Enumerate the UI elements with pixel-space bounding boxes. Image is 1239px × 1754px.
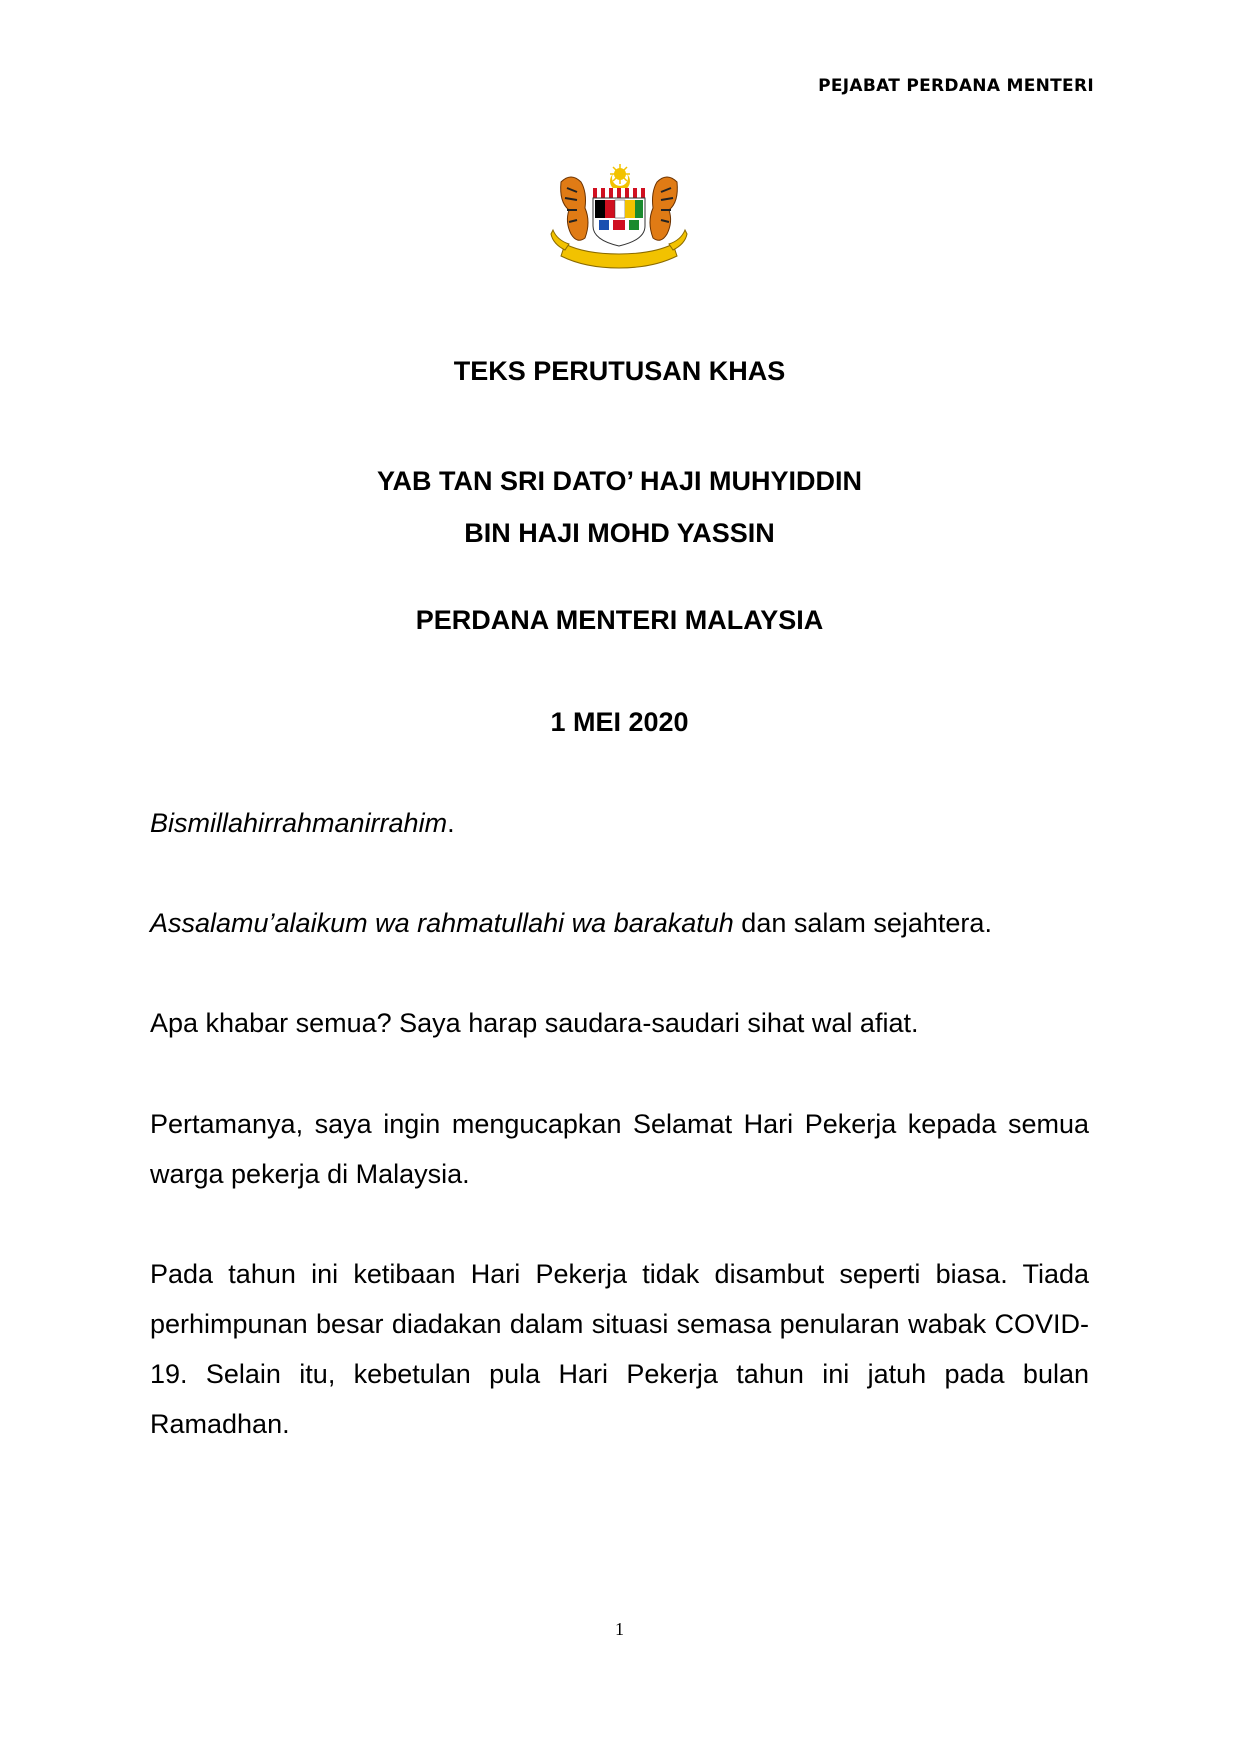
page-number: 1	[615, 1619, 624, 1639]
speech-date: 1 MEI 2020	[550, 707, 689, 737]
greeting-italic: Assalamu’alaikum wa rahmatullahi wa barakatuh	[150, 908, 734, 938]
paragraph-bismillah	[150, 798, 1089, 848]
paragraph-celebration-context: Pada tahun ini ketibaan Hari Pekerja tidak disambut seperti biasa. Tiada perhimpunan besar diadakan dalam situasi semasa penularan wabak COVID-19. Selain itu, kebetulan pula Hari Pekerja tahun ini jatuh pada bulan Ramadhan.	[150, 1259, 1089, 1439]
greeting-rest: dan salam sejahtera.	[733, 908, 992, 938]
document-title: TEKS PERUTUSAN KHAS	[453, 356, 786, 386]
speaker-name	[0, 455, 1239, 559]
paragraph-greeting	[150, 898, 1089, 948]
bismillah-text: Bismillahirrahmanirrahim	[150, 808, 448, 838]
speaker-position: PERDANA MENTERI MALAYSIA	[415, 605, 824, 635]
header-organization: PEJABAT PERDANA MENTERI	[818, 76, 1094, 96]
paragraph-wellbeing: Apa khabar semua? Saya harap saudara-saudari sihat wal afiat.	[150, 1008, 919, 1038]
speaker-name-line-2: BIN HAJI MOHD YASSIN	[464, 518, 775, 548]
speaker-name-line-1: YAB TAN SRI DATO’ HAJI MUHYIDDIN	[376, 466, 863, 496]
malaysia-coat-of-arms-icon	[543, 164, 695, 270]
paragraph-labour-day-wishes: Pertamanya, saya ingin mengucapkan Selamat Hari Pekerja kepada semua warga pekerja di Malaysia.	[150, 1109, 1089, 1189]
bismillah-punct: .	[447, 808, 455, 838]
